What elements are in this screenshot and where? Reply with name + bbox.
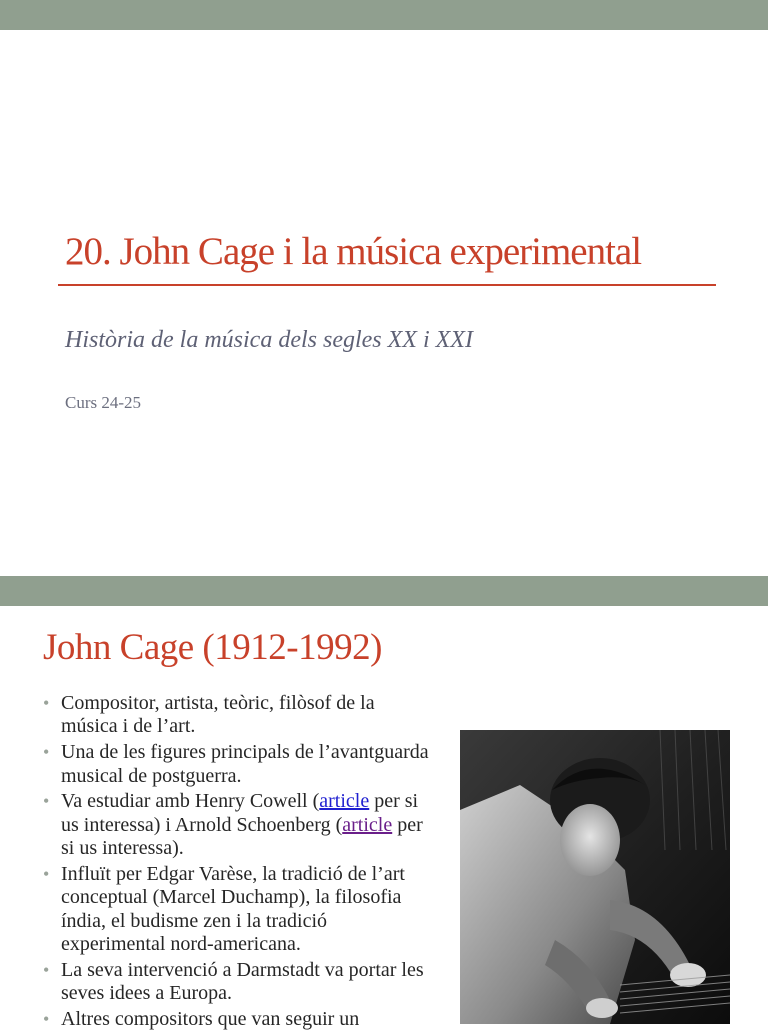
- bullet-icon: •: [43, 864, 50, 885]
- bullet-text: Una de les figures principals de l’avantguarda musical de postguerra.: [61, 741, 429, 787]
- title-underline-rule: [58, 284, 716, 286]
- bullet-text-before: Va estudiar amb Henry Cowell (: [61, 790, 320, 813]
- list-item: [43, 959, 435, 1006]
- bullet-text: La seva intervenció a Darmstadt va portar les seves idees a Europa.: [61, 959, 424, 1005]
- course-label: Curs 24-25: [65, 393, 142, 412]
- bullet-text-after: per si us interessa).: [61, 813, 423, 860]
- bullet-text-middle: per si us interessa) i Arnold Schoenberg (: [61, 790, 419, 836]
- john-cage-photo: [460, 730, 730, 1024]
- slide2-top-band: [0, 576, 768, 606]
- bullet-text: Altres compositors que van seguir un: [61, 1008, 360, 1031]
- bullet-icon: •: [43, 791, 50, 812]
- bullet-text: Influït per Edgar Varèse, la tradició de l’art conceptual (Marcel Duchamp), la filosofia índia, el budisme zen i la tradició experimental nord-americana.: [61, 863, 405, 956]
- bullet-icon: •: [43, 693, 50, 713]
- bullet-icon: •: [43, 742, 50, 763]
- list-item: [43, 692, 435, 739]
- slide1-subtitle: Història de la música dels segles XX i XXI: [65, 327, 473, 353]
- bullet-icon: •: [43, 960, 50, 981]
- slide1-title: 20. John Cage i la música experimental: [65, 230, 642, 273]
- list-item: [43, 790, 435, 860]
- bullet-text: Compositor, artista, teòric, filòsof de la música i de l’art.: [61, 692, 375, 738]
- bullet-icon: •: [43, 1009, 50, 1030]
- slide1-top-band: [0, 0, 768, 30]
- list-item: [43, 741, 435, 788]
- list-item: [43, 863, 435, 957]
- list-item: [43, 1008, 435, 1031]
- cowell-article-link[interactable]: article: [319, 790, 370, 813]
- schoenberg-article-link[interactable]: article: [342, 813, 393, 836]
- bullet-list: [43, 692, 435, 1034]
- slide2-title: John Cage (1912-1992): [43, 627, 382, 668]
